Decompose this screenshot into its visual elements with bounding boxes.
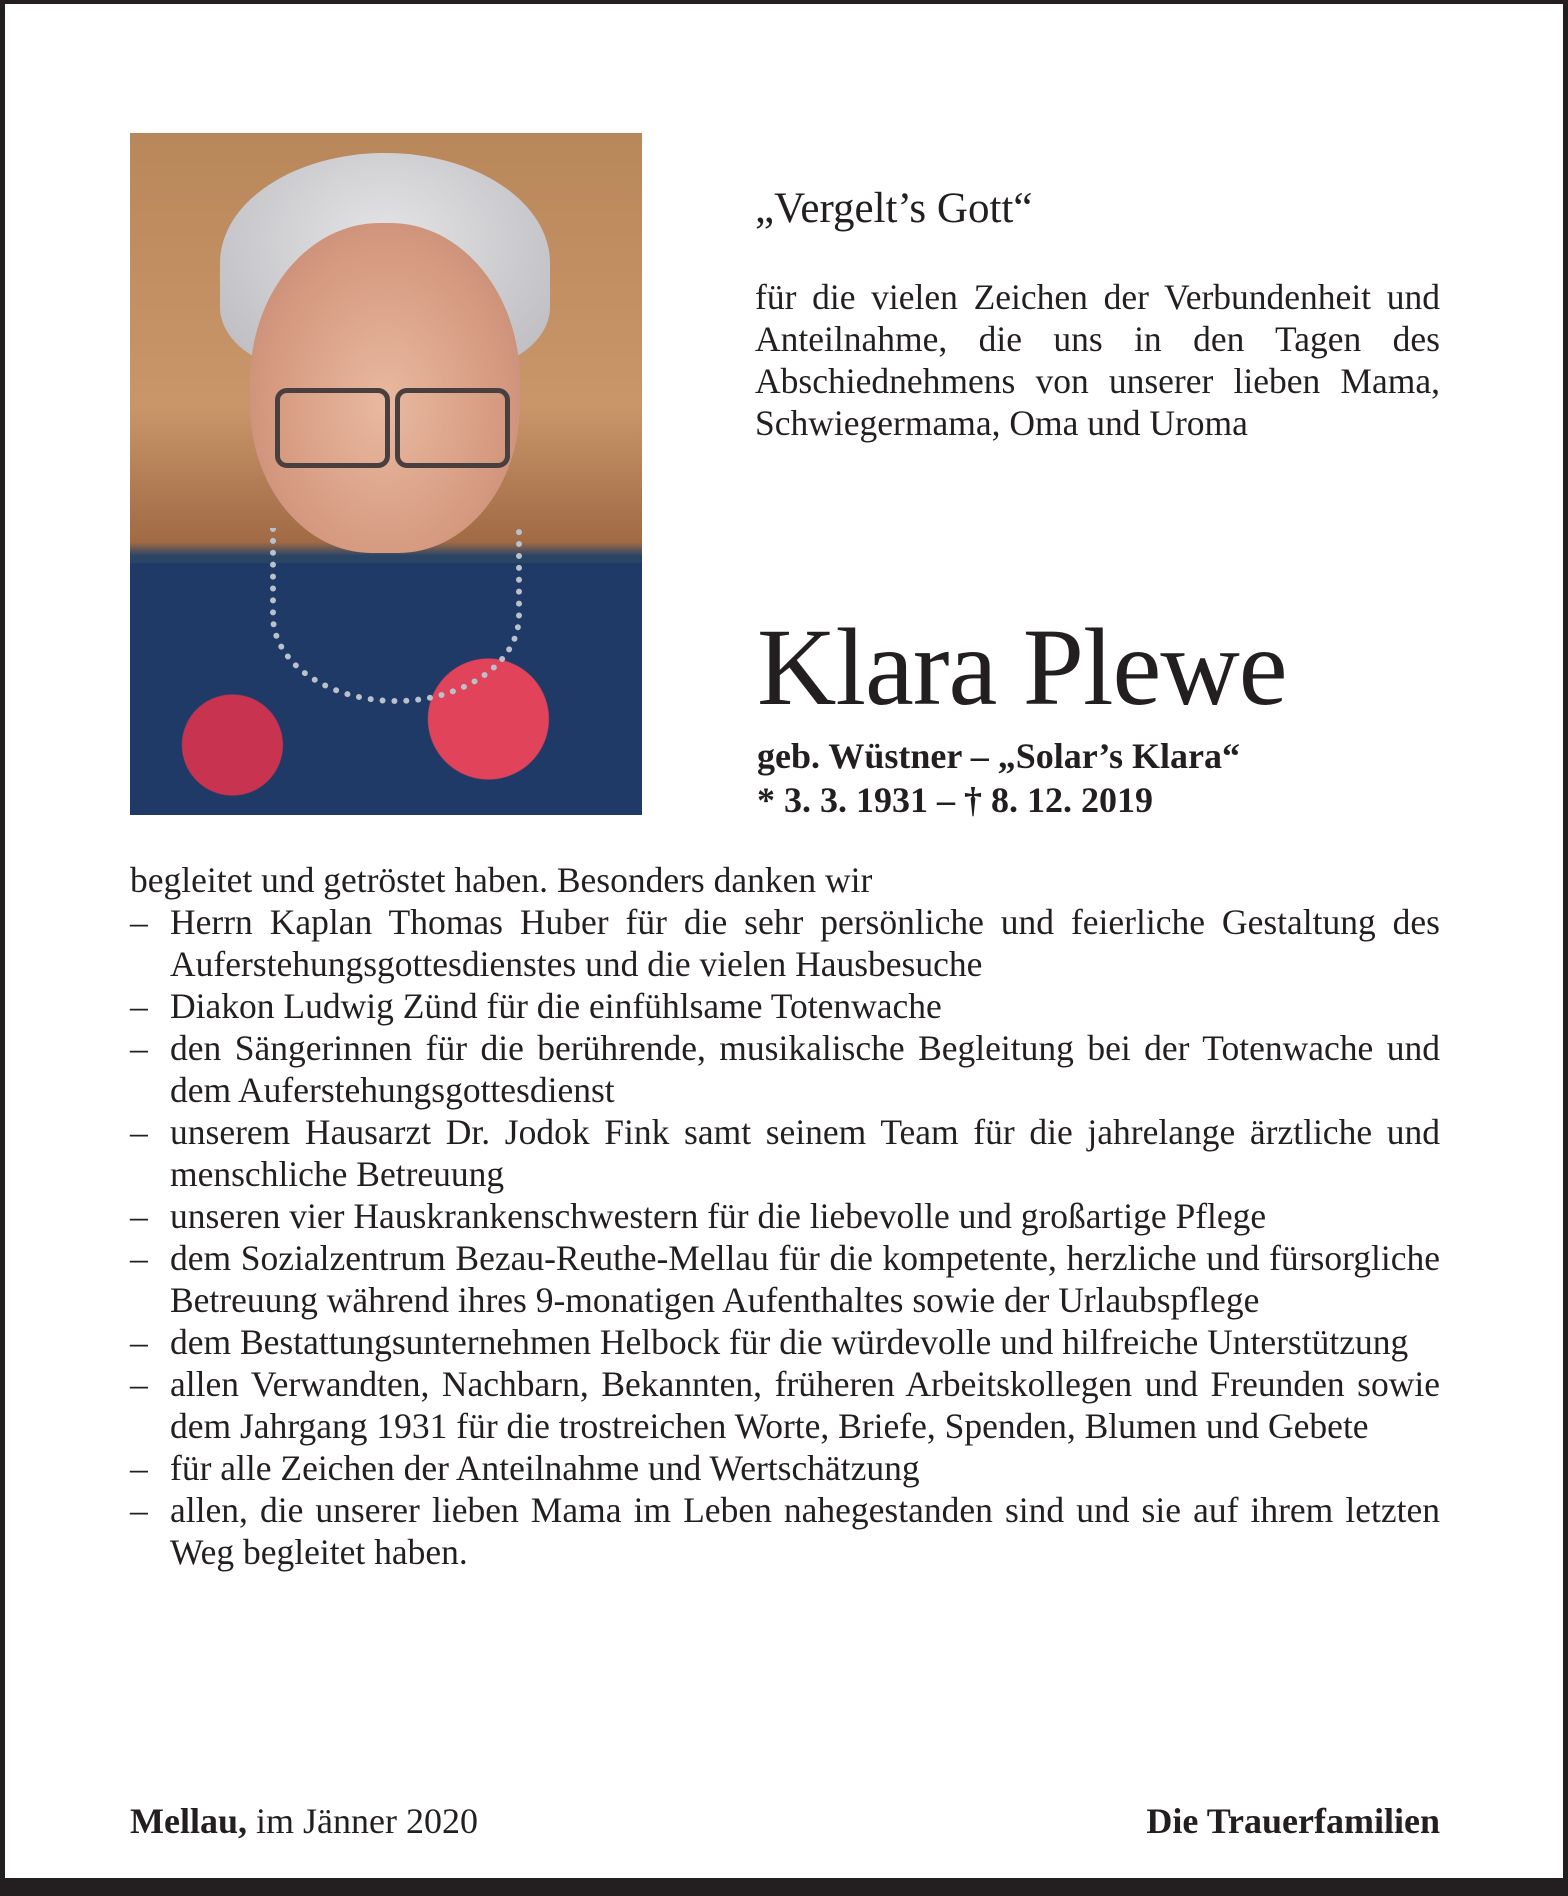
thanks-item (130, 1237, 1440, 1321)
thanks-item-text: Diakon Ludwig Zünd für die einfühlsame Totenwache (170, 986, 942, 1026)
photo-glasses-left (275, 388, 390, 468)
life-dates: * 3. 3. 1931 – † 8. 12. 2019 (757, 780, 1153, 820)
place-date (130, 1800, 478, 1842)
dash: – (130, 902, 148, 942)
name-details (757, 734, 1240, 822)
thanks-item-text: allen Verwandten, Nachbarn, Bekannten, früheren Arbeitskollegen und Freunden sowie dem Jahrgang 1931 für die trostreichen Worte, Briefe, Spenden, Blumen und Gebete (170, 1364, 1440, 1446)
dash: – (130, 1238, 148, 1278)
thanks-item (130, 1027, 1440, 1111)
dash: – (130, 1028, 148, 1068)
thanks-item-text: unserem Hausarzt Dr. Jodok Fink samt seinem Team für die jahrelange ärztliche und menschliche Betreuung (170, 1112, 1440, 1194)
maiden-name: geb. Wüstner – „Solar’s Klara“ (757, 736, 1240, 776)
thanks-item-text: den Sängerinnen für die berührende, musikalische Begleitung bei der Totenwache und dem Auferstehungsgottesdienst (170, 1028, 1440, 1110)
portrait-photo (130, 133, 642, 815)
place: Mellau, (130, 1801, 247, 1841)
thanks-item (130, 901, 1440, 985)
dash: – (130, 1112, 148, 1152)
thanks-item (130, 1111, 1440, 1195)
dash: – (130, 1322, 148, 1362)
thanks-item (130, 1489, 1440, 1573)
thanks-item-text: unseren vier Hauskrankenschwestern für die liebevolle und großartige Pflege (170, 1196, 1267, 1236)
date: im Jänner 2020 (255, 1801, 478, 1841)
lead-text: begleitet und getröstet haben. Besonders danken wir (130, 860, 873, 900)
thanks-item (130, 1321, 1440, 1363)
quote-heading: „Vergelt’s Gott“ (755, 185, 1033, 232)
thanks-item (130, 1363, 1440, 1447)
thanks-list (130, 901, 1440, 1573)
thanks-body (130, 859, 1440, 1573)
deceased-name: Klara Plewe (757, 606, 1287, 728)
thanks-item (130, 1195, 1440, 1237)
thanks-item-text: allen, die unserer lieben Mama im Leben nahegestanden sind und sie auf ihrem letzten Weg begleitet haben. (170, 1490, 1440, 1572)
dash: – (130, 986, 148, 1026)
dash: – (130, 1364, 148, 1404)
thanks-item (130, 985, 1440, 1027)
intro-text: für die vielen Zeichen der Verbundenheit und Anteilnahme, die uns in den Tagen des Abschiednehmens von unserer lieben Mama, Schwiegermama, Oma und Uroma (755, 277, 1440, 443)
thanks-item (130, 1447, 1440, 1489)
photo-glasses-right (395, 388, 510, 468)
dash: – (130, 1196, 148, 1236)
dash: – (130, 1448, 148, 1488)
thanks-item-text: Herrn Kaplan Thomas Huber für die sehr persönliche und feierliche Gestaltung des Auferstehungsgottesdienstes und die vielen Hausbesuche (170, 902, 1440, 984)
thanks-item-text: für alle Zeichen der Anteilnahme und Wertschätzung (170, 1448, 920, 1488)
photo-necklace (270, 528, 522, 704)
thanks-item-text: dem Sozialzentrum Bezau-Reuthe-Mellau für die kompetente, herzliche und fürsorgliche Betreuung während ihres 9-monatigen Aufenthaltes sowie der Urlaubspflege (170, 1238, 1440, 1320)
thanks-item-text: dem Bestattungsunternehmen Helbock für die würdevolle und hilfreiche Unterstützung (170, 1322, 1409, 1362)
footer (130, 1800, 1440, 1842)
obituary-notice (5, 4, 1563, 1878)
dash: – (130, 1490, 148, 1530)
signature: Die Trauerfamilien (1146, 1801, 1440, 1841)
